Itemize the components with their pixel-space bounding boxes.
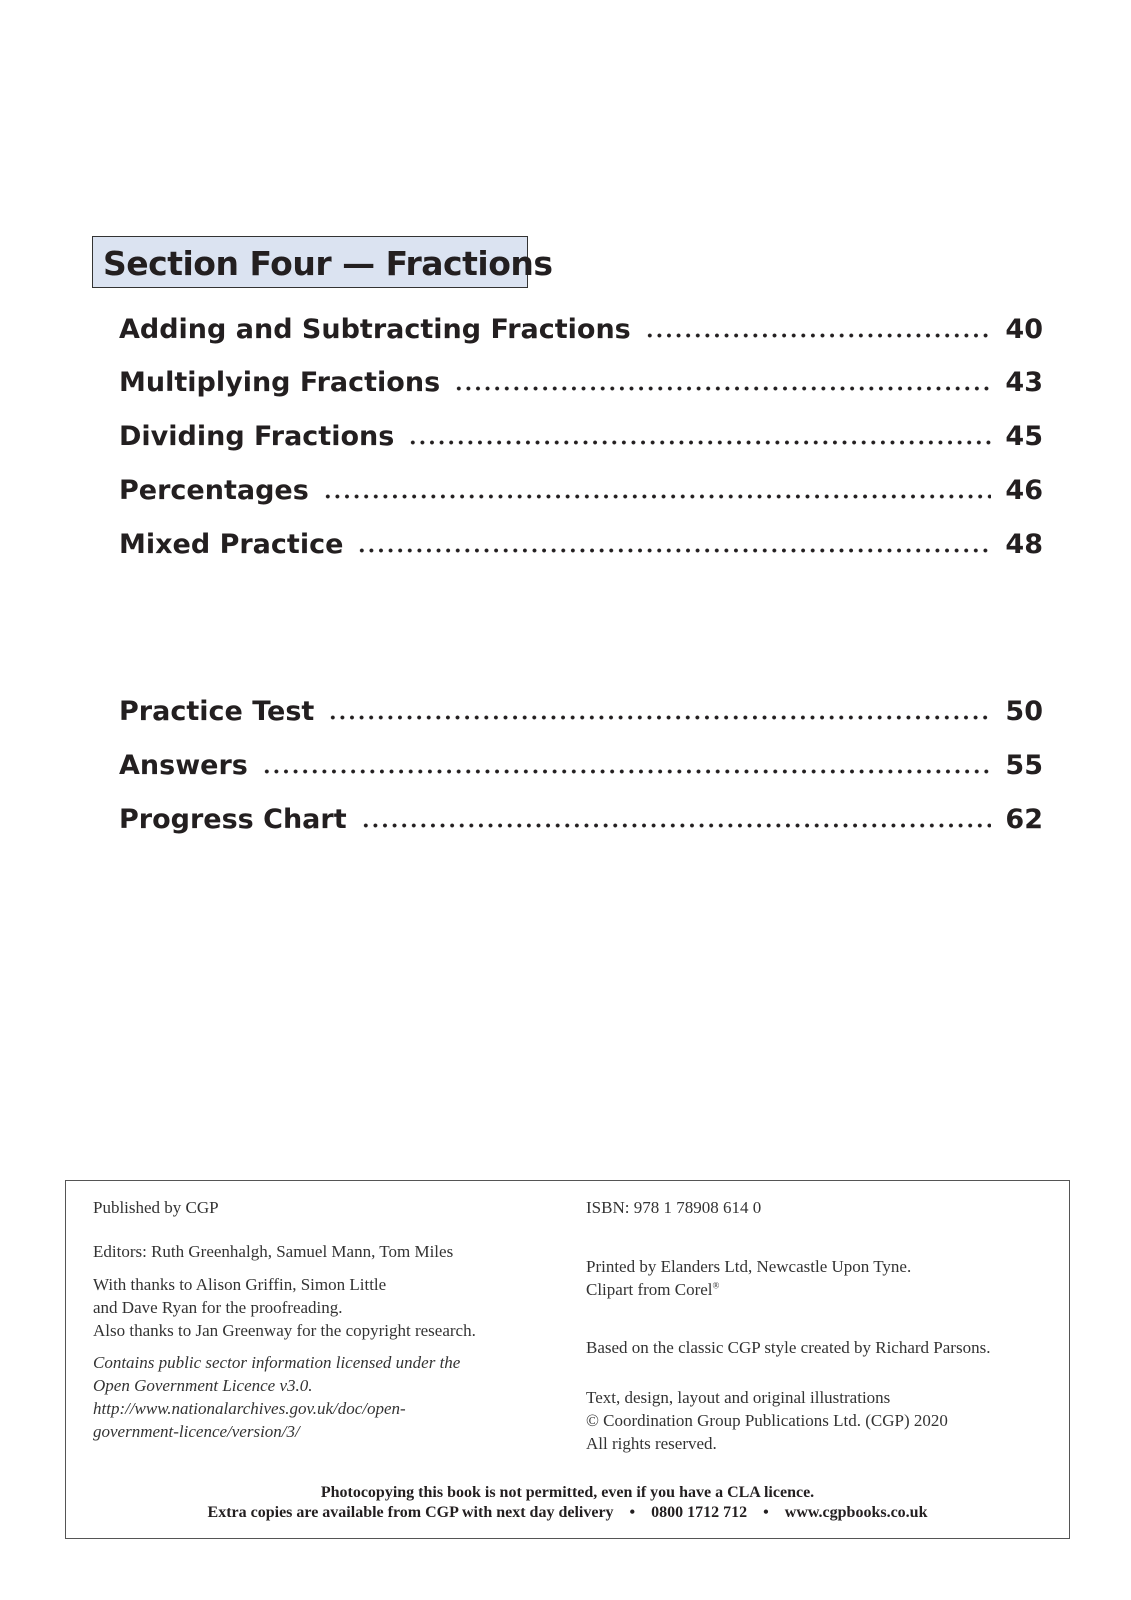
- toc-entry-page: 43: [1005, 367, 1043, 398]
- toc-entry-page: 46: [1005, 475, 1043, 506]
- toc-entry[interactable]: [119, 412, 1043, 452]
- licence-line: Contains public sector information licensed under the: [93, 1353, 461, 1372]
- toc-entry[interactable]: [119, 520, 1043, 560]
- toc-entry[interactable]: [119, 795, 1043, 835]
- editors: Editors: Ruth Greenhalgh, Samuel Mann, Tom Miles: [93, 1242, 454, 1261]
- toc-entry-title: Adding and Subtracting Fractions: [119, 314, 631, 345]
- phone-number[interactable]: 0800 1712 712: [651, 1504, 748, 1521]
- thanks-line: With thanks to Alison Griffin, Simon Little: [93, 1275, 387, 1294]
- section-header: [92, 236, 553, 288]
- contact-line: [66, 1501, 1069, 1524]
- toc-entry-title: Answers: [119, 750, 248, 781]
- separator-dot: •: [629, 1504, 636, 1521]
- toc-entry-page: 50: [1005, 696, 1043, 727]
- toc-entry-page: 40: [1005, 314, 1043, 345]
- clipart-text: Clipart from Corel: [586, 1280, 713, 1299]
- published-by: Published by CGP: [93, 1198, 219, 1217]
- toc-entry-page: 55: [1005, 750, 1043, 781]
- copyright-line: Text, design, layout and original illustrations: [586, 1388, 891, 1407]
- dot-leader: [323, 494, 991, 499]
- dot-leader: [262, 769, 991, 774]
- licence-link[interactable]: http://www.nationalarchives.gov.uk/doc/open-: [93, 1399, 406, 1418]
- toc-entry[interactable]: [119, 741, 1043, 781]
- dot-leader: [408, 440, 991, 445]
- website-link[interactable]: www.cgpbooks.co.uk: [784, 1504, 928, 1521]
- photocopy-notice: Photocopying this book is not permitted, even if you have a CLA licence.: [320, 1484, 815, 1501]
- copyright-line: All rights reserved.: [586, 1434, 717, 1453]
- registered-mark: ®: [712, 1280, 720, 1291]
- toc-entry-title: Mixed Practice: [119, 529, 344, 560]
- toc-entry[interactable]: [119, 466, 1043, 506]
- toc-entry[interactable]: [119, 687, 1043, 727]
- imprint-box: [65, 1180, 1070, 1539]
- dot-leader: [357, 548, 991, 553]
- printed-by: Printed by Elanders Ltd, Newcastle Upon Tyne.: [586, 1257, 912, 1276]
- clipart-credit: [586, 1278, 719, 1301]
- dot-leader: [361, 823, 991, 828]
- toc-entry-page: 45: [1005, 421, 1043, 452]
- dot-leader: [328, 715, 991, 720]
- extra-copies: Extra copies are available from CGP with next day delivery: [207, 1504, 614, 1521]
- isbn: ISBN: 978 1 78908 614 0: [586, 1198, 762, 1217]
- dot-leader: [645, 333, 991, 338]
- toc-entry[interactable]: [119, 305, 1043, 345]
- toc-entry-page: 48: [1005, 529, 1043, 560]
- thanks-line: and Dave Ryan for the proofreading.: [93, 1298, 343, 1317]
- toc-entry-title: Multiplying Fractions: [119, 367, 441, 398]
- separator-dot: •: [763, 1504, 769, 1521]
- dot-leader: [454, 386, 991, 391]
- toc-entry-title: Practice Test: [119, 696, 315, 727]
- licence-link[interactable]: government-licence/version/3/: [93, 1422, 300, 1441]
- licence-line: Open Government Licence v3.0.: [93, 1376, 313, 1395]
- toc-entry-page: 62: [1005, 804, 1043, 835]
- based-on: Based on the classic CGP style created by Richard Parsons.: [586, 1338, 991, 1357]
- toc-entry[interactable]: [119, 358, 1043, 398]
- toc-entry-title: Dividing Fractions: [119, 421, 395, 452]
- toc-entry-title: Progress Chart: [119, 804, 347, 835]
- section-title: Section Four — Fractions: [103, 244, 553, 283]
- toc-entry-title: Percentages: [119, 475, 309, 506]
- thanks-line: Also thanks to Jan Greenway for the copyright research.: [93, 1321, 476, 1340]
- copyright-line: © Coordination Group Publications Ltd. (CGP) 2020: [586, 1411, 948, 1430]
